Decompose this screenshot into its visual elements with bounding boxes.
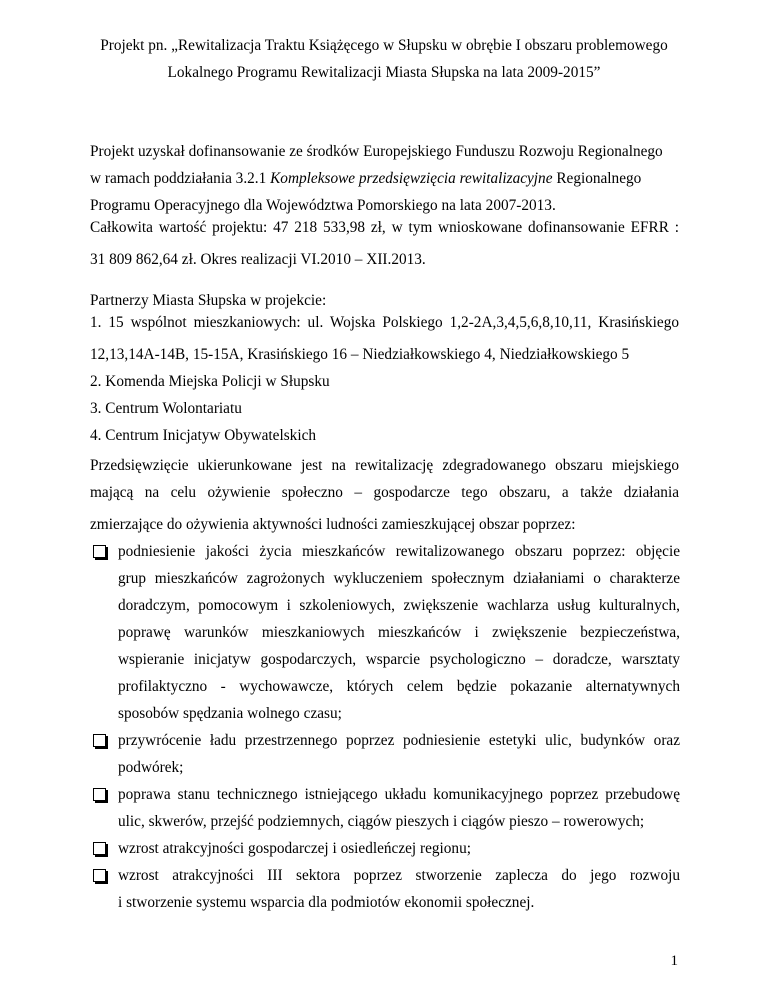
checkbox-bullet-icon xyxy=(93,842,106,855)
checkbox-bullet-icon xyxy=(93,788,106,801)
list-item-line: wzrost atrakcyjności III sektora poprzez stworzenie zaplecza do jego rozwoju xyxy=(118,867,680,884)
partner-4: 4. Centrum Inicjatyw Obywatelskich xyxy=(90,427,317,444)
list-item xyxy=(90,781,680,835)
list-item-line: podniesienie jakości życia mieszkańców rewitalizowanego obszaru poprzez: objęcie xyxy=(118,543,680,560)
page-title xyxy=(60,32,708,86)
checkbox-bullet-icon xyxy=(93,545,106,558)
list-item-line: grup mieszkańców zagrożonych wykluczeniem społecznym działaniami o charakterze xyxy=(118,570,680,587)
list-item-line: poprawa stanu technicznego istniejącego układu komunikacyjnego poprzez przebudowę xyxy=(118,786,680,803)
intro-line-2: mającą na celu ożywienie społeczno – gospodarcze tego obszaru, a także działania xyxy=(90,484,679,501)
funding-line-5: 31 809 862,64 zł. Okres realizacji VI.2010 – XII.2013. xyxy=(90,251,426,268)
funding-line-1: Projekt uzyskał dofinansowanie ze środków Europejskiego Funduszu Rozwoju Regionalnego xyxy=(90,143,663,160)
list-item-line: przywrócenie ładu przestrzennego poprzez podniesienie estetyki ulic, budynków oraz xyxy=(118,732,680,749)
intro-line-3: zmierzające do ożywienia aktywności ludności zamieszkującej obszar poprzez: xyxy=(90,516,576,533)
funding-paragraph xyxy=(90,138,679,273)
list-item-line: sposobów spędzania wolnego czasu; xyxy=(118,705,342,722)
list-item xyxy=(90,862,680,916)
partners-section xyxy=(90,287,679,449)
list-item xyxy=(90,538,680,727)
funding-line-4: Całkowita wartość projektu: 47 218 533,98 zł, w tym wnioskowane dofinansowanie EFRR : xyxy=(90,219,679,236)
partner-2: 2. Komenda Miejska Policji w Słupsku xyxy=(90,373,330,390)
title-line-1: Projekt pn. „Rewitalizacja Traktu Książęcego w Słupsku w obrębie I obszaru problemowego xyxy=(100,37,668,54)
funding-line-2 xyxy=(90,165,679,192)
page-number: 1 xyxy=(670,953,678,969)
list-item-line: podwórek; xyxy=(118,759,184,776)
checkbox-bullet-icon xyxy=(93,869,106,882)
funding-line-2-a: w ramach poddziałania 3.2.1 xyxy=(90,170,271,187)
objectives-list xyxy=(90,538,680,916)
list-item xyxy=(90,727,680,781)
list-item-line: poprawę warunków mieszkaniowych mieszkańców i zwiększenie bezpieczeństwa, xyxy=(118,624,680,641)
partners-heading: Partnerzy Miasta Słupska w projekcie: xyxy=(90,292,327,309)
list-item-line: profilaktyczno - wychowawcze, których celem będzie pokazanie alternatywnych xyxy=(118,678,680,695)
list-item-line: doradczym, pomocowym i szkoleniowych, zwiększenie wachlarza usług kulturalnych, xyxy=(118,597,680,614)
checkbox-bullet-icon xyxy=(93,734,106,747)
partner-1-line-1: 1. 15 wspólnot mieszkaniowych: ul. Wojska Polskiego 1,2-2A,3,4,5,6,8,10,11, Krasińskiego xyxy=(90,314,679,331)
list-item-line: ulic, skwerów, przejść podziemnych, ciągów pieszych i ciągów pieszo – rowerowych; xyxy=(118,813,645,830)
list-item-line: wspieranie inicjatyw gospodarczych, wsparcie psychologiczno – doradcze, warsztaty xyxy=(118,651,680,668)
intro-paragraph xyxy=(90,457,679,538)
intro-line-1: Przedsięwzięcie ukierunkowane jest na rewitalizację zdegradowanego obszaru miejskiego xyxy=(90,457,679,474)
program-name: Kompleksowe przedsięwzięcia rewitalizacyjne xyxy=(270,170,553,187)
partner-3: 3. Centrum Wolontariatu xyxy=(90,400,242,417)
list-item xyxy=(90,835,680,862)
list-item-line: wzrost atrakcyjności gospodarczej i osiedleńczej regionu; xyxy=(118,840,471,857)
partner-1-line-2: 12,13,14A-14B, 15-15A, Krasińskiego 16 – Niedziałkowskiego 4, Niedziałkowskiego 5 xyxy=(90,346,630,363)
funding-line-2-c: Regionalnego xyxy=(552,170,642,187)
funding-line-3: Programu Operacyjnego dla Województwa Pomorskiego na lata 2007-2013. xyxy=(90,197,556,214)
title-line-2: Lokalnego Programu Rewitalizacji Miasta Słupska na lata 2009-2015” xyxy=(167,64,601,81)
list-item-line: i stworzenie systemu wsparcia dla podmiotów ekonomii społecznej. xyxy=(118,894,535,911)
